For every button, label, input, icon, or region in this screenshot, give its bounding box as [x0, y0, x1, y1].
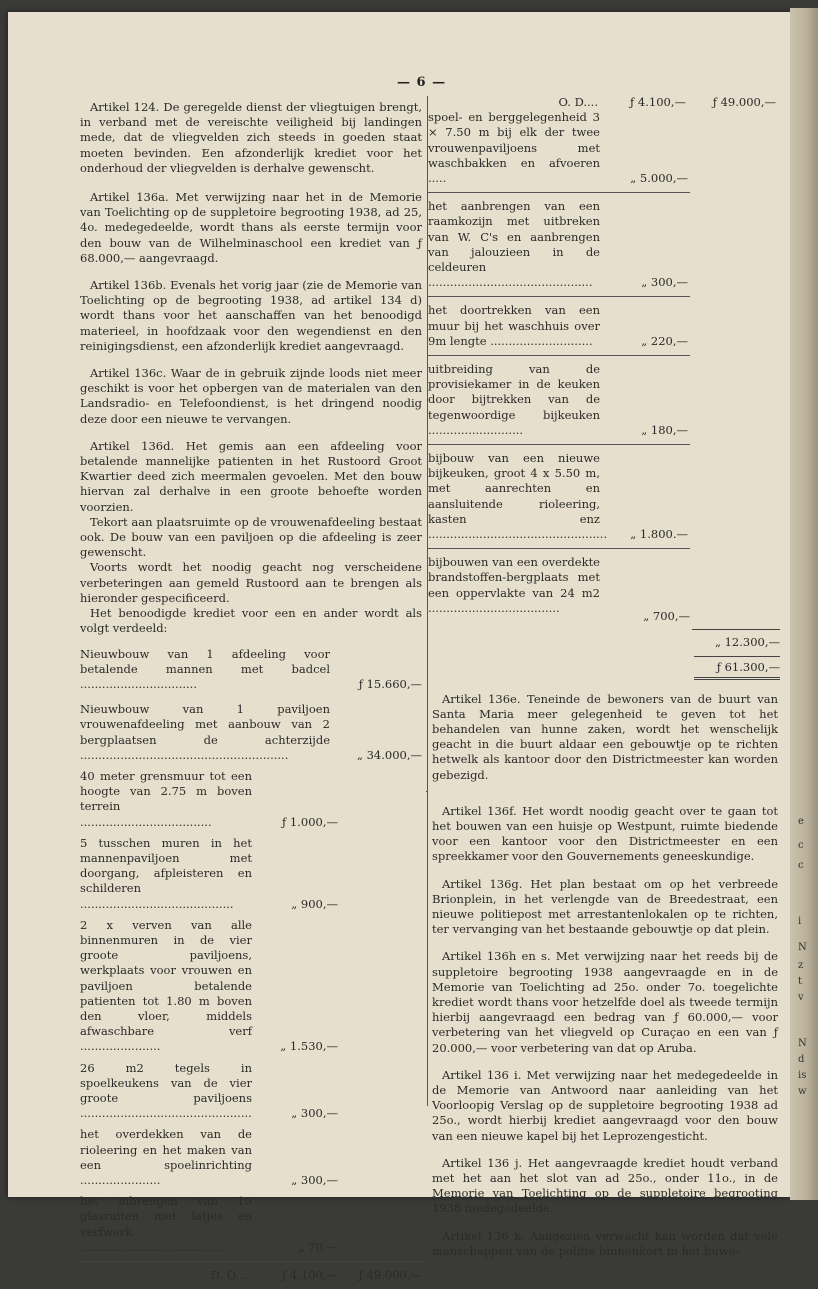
- budget-item-amount: „ 34.000,—: [356, 747, 422, 762]
- budget-subitem-amount: „ 700,—: [643, 608, 690, 623]
- budget-subitem-text: het doortrekken van een muur bij het waschhuis over 9m lengte ............................: [428, 303, 600, 348]
- budget-subitem: [80, 1194, 422, 1255]
- right-column: [426, 95, 782, 1267]
- budget-item-text: Nieuwbouw van 1 paviljoen vrouwenafdeeling met aanbouw van 2 bergplaatsen de achterzijde .........................................................: [80, 702, 330, 762]
- budget-item-amount: ƒ 15.660,—: [358, 676, 422, 691]
- edge-letter: N: [798, 942, 807, 953]
- subtotal: „ 12.300,—: [714, 635, 780, 650]
- budget-subitem-text: het aanbrengen van een raamkozijn met uitbreken van W. C's en aanbrengen van jalouzieen in de celdeuren .............................................: [428, 199, 600, 290]
- edge-letter: is: [798, 1070, 807, 1081]
- brought-forward-amount-1: ƒ 4.100,—: [630, 95, 686, 109]
- edge-letter: w: [798, 1086, 807, 1097]
- budget-subitem-text: 40 meter grensmuur tot een hoogte van 2.75 m boven terrein ....................................: [80, 768, 252, 829]
- left-column: [80, 100, 422, 1289]
- edge-letter: v: [798, 992, 804, 1003]
- article-136g: Artikel 136g. Het plan bestaat om op het verbreede Brionplein, in het verlengde van de Breedestraat, een nieuwe politiepost met arrestantenlokalen op te richten, ter vervanging van het bestaande gebouwtje op dat plein.: [432, 876, 778, 937]
- budget-item: [80, 647, 422, 693]
- budget-subitem-amount: „ 900,—: [291, 896, 338, 911]
- budget-item: [80, 702, 422, 763]
- budget-subitem-amount: ƒ 1.000,—: [282, 814, 338, 829]
- article-136j: Artikel 136 j. Het aangevraagde krediet houdt verband met het aan het slot van ad 25o., onder 11o., in de Memorie van Toelichting op de suppletoire begrooting 1938 medegedeelde.: [432, 1155, 778, 1216]
- budget-subitem-amount: „ 180,—: [641, 422, 688, 437]
- budget-subitem-amount: „ 70.—: [298, 1239, 338, 1254]
- edge-letter: N: [798, 1038, 807, 1049]
- brought-forward-row: [426, 95, 782, 110]
- budget-subitem-amount: „ 300,—: [291, 1106, 338, 1121]
- budget-subitem: [428, 555, 782, 623]
- article-136a: Artikel 136a. Met verwijzing naar het in de Memorie van Toelichting op de suppletoire begrooting 1938, ad 25, 4o. medegedeelde, wordt thans als eerste termijn voor den bouw van de Wilhelminaschool een krediet van ƒ 68.000,— aangevraagd.: [80, 190, 422, 265]
- budget-subitem-text: 2 x verven van alle binnenmuren in de vier groote paviljoens, werkplaats voor vrouwen en paviljoen betalende patienten tot 1.80 m boven den vloer, middels afwaschbare verf ......................: [80, 917, 252, 1054]
- budget-subitem-amount: „ 5.000,—: [630, 171, 688, 186]
- budget-subitem: [80, 918, 422, 1055]
- article-136k: Artikel 136 k. Aangezien verwacht kan worden dat vele manschappen van de politie binnenkort in het huwe-: [432, 1228, 778, 1258]
- budget-subitem: [428, 110, 690, 193]
- budget-subitem-text: bijbouwen van een overdekte brandstoffen-bergplaats met een oppervlakte van 24 m2 ....................................: [428, 555, 600, 615]
- budget-subitem-text: bijbouw van een nieuwe bijkeuken, groot 4 x 5.50 m, met aanrechten en aansluitende rioleering, kasten enz .................................................: [428, 451, 608, 542]
- budget-item-text: Nieuwbouw van 1 afdeeling voor betalende mannen met badcel ................................: [80, 646, 330, 691]
- article-136d-p1: Artikel 136d. Het gemis aan een afdeeling voor betalende mannelijke patienten in het Rustoord Groot Kwartier deed zich meermalen gevoelen. Met den bouw hiervan zal derhalve in een groote behoefte worden voorzien.: [80, 438, 422, 514]
- brought-forward-label: O. D....: [558, 95, 598, 109]
- article-136f: Artikel 136f. Het wordt noodig geacht over te gaan tot het bouwen van een huisje op Westpunt, ruimte biedende voor een kantoor voor den Districtmeester en een spreekkamer voor den Gouvernements geneeskundige.: [432, 803, 778, 864]
- budget-subitem: [428, 362, 690, 445]
- budget-subitem: [80, 836, 422, 912]
- budget-subitem-amount: „ 300,—: [641, 275, 688, 290]
- budget-subitem: [428, 303, 690, 356]
- article-136b: Artikel 136b. Evenals het vorig jaar (zie de Memorie van Toelichting op de begrooting 1938, ad artikel 134 d) wordt thans voor het aanschaffen van het benoodigd materieel, in hoofdzaak voor den wegendienst en den reinigingsdienst, een afzonderlijk krediet aangevraagd.: [80, 278, 422, 353]
- budget-subitem-text: 5 tusschen muren in het mannenpaviljoen met doorgang, afpleisteren en schilderen ..........................................: [80, 835, 252, 911]
- budget-subitem-amount: „ 220,—: [641, 333, 688, 348]
- budget-subitem-text: het inbrengen van 10 glasruiten met latjes en verfwerk .......................................: [80, 1194, 252, 1254]
- brought-forward-amount-2: ƒ 49.000,—: [712, 95, 776, 109]
- carry-over-row: [80, 1261, 422, 1283]
- budget-subitem-text: 26 m2 tegels in spoelkeukens van de vier groote paviljoens ...............................................: [80, 1060, 252, 1121]
- budget-subitem-amount: „ 1.800.—: [630, 527, 688, 542]
- budget-subitem: [80, 1127, 422, 1188]
- edge-letter: e: [798, 816, 804, 827]
- article-136d-p4: Het benoodigde krediet voor een en ander wordt als volgt verdeeld:: [80, 606, 422, 636]
- article-136d-p3: Voorts wordt het noodig geacht nog verscheidene verbeteringen aan gemeld Rustoord aan te brengen als hieronder gespecificeerd.: [80, 560, 422, 605]
- carry-over-label: D. O....: [210, 1268, 250, 1283]
- budget-subitem: [80, 1061, 422, 1122]
- article-136e: Artikel 136e. Teneinde de bewoners van de buurt van Santa Maria meer gelegenheid te geven tot het behandelen van hunne zaken, wordt het wenschelijk geacht in die buurt aldaar een gebouwtje op te richten hetwelk als kantoor door den Districtmeester kan worden gebezigd.: [432, 691, 778, 782]
- edge-letter: c: [798, 860, 804, 871]
- grand-total: ƒ 61.300,—: [694, 656, 780, 679]
- article-136d-p2: Tekort aan plaatsruimte op de vrouwenafdeeling bestaat ook. De bouw van een paviljoen op die afdeeling is zeer gewenscht.: [80, 514, 422, 560]
- edge-letter: i: [798, 916, 802, 927]
- edge-letter: d: [798, 1054, 805, 1065]
- budget-subitem: [428, 451, 690, 549]
- edge-letter: c: [798, 840, 804, 851]
- article-136c: Artikel 136c. Waar de in gebruik zijnde loods niet meer geschikt is voor het opbergen van de materialen van den Landsradio- en Telefoondienst, is het dringend noodig deze door een nieuwe te vervangen.: [80, 366, 422, 426]
- page-number: — 6 —: [397, 75, 447, 90]
- article-136i: Artikel 136 i. Met verwijzing naar het medegedeelde in de Memorie van Antwoord naar aanleiding van het Voorloopig Verslag op de suppletoire begrooting 1938 ad 25o., wordt hierbij krediet aangevraagd voor den bouw van een nieuwe kapel bij het Leprozengesticht.: [432, 1067, 778, 1143]
- adjacent-page-edge: [790, 8, 818, 1200]
- budget-subitem: [80, 769, 422, 830]
- budget-subitem-text: het overdekken van de rioleering en het maken van een spoelinrichting ......................: [80, 1127, 252, 1187]
- carry-over-amount-1: ƒ 4.100,—: [282, 1268, 338, 1283]
- budget-subitem: [428, 199, 690, 297]
- edge-letter: t: [798, 976, 803, 987]
- budget-subitem-amount: „ 1.530,—: [280, 1039, 338, 1054]
- article-124: Artikel 124. De geregelde dienst der vliegtuigen brengt, in verband met de vereischte veiligheid bij landingen mede, dat de vliegvelden zich steeds in goeden staat moeten bevinden. Een afzonderlijk krediet voor het onderhoud der vliegvelden is derhalve gewenscht.: [80, 100, 422, 175]
- budget-subitem-text: spoel- en berggelegenheid 3 × 7.50 m bij elk der twee vrouwenpaviljoens met waschbakken en afvoeren .....: [428, 110, 600, 186]
- article-136h: Artikel 136h en s. Met verwijzing naar het reeds bij de suppletoire begrooting 1938 aangevraagde en in de Memorie van Toelichting ad 25o. onder 7o. toegelichte krediet wordt thans voor hetzelfde doel als tweede termijn hierbij aangevraagd een bedrag van ƒ 60.000,— voor verbetering van het vliegveld op Curaçao en een van ƒ 20.000,— voor verbetering van dat op Aruba.: [432, 949, 778, 1055]
- budget-subitem-text: uitbreiding van de provisiekamer in de keuken door bijtrekken van de tegenwoordige bijkeuken ..........................: [428, 362, 600, 437]
- edge-letter: z: [798, 960, 804, 971]
- budget-subitem-amount: „ 300,—: [291, 1173, 338, 1187]
- carry-over-amount-2: ƒ 49.000,—: [358, 1268, 422, 1283]
